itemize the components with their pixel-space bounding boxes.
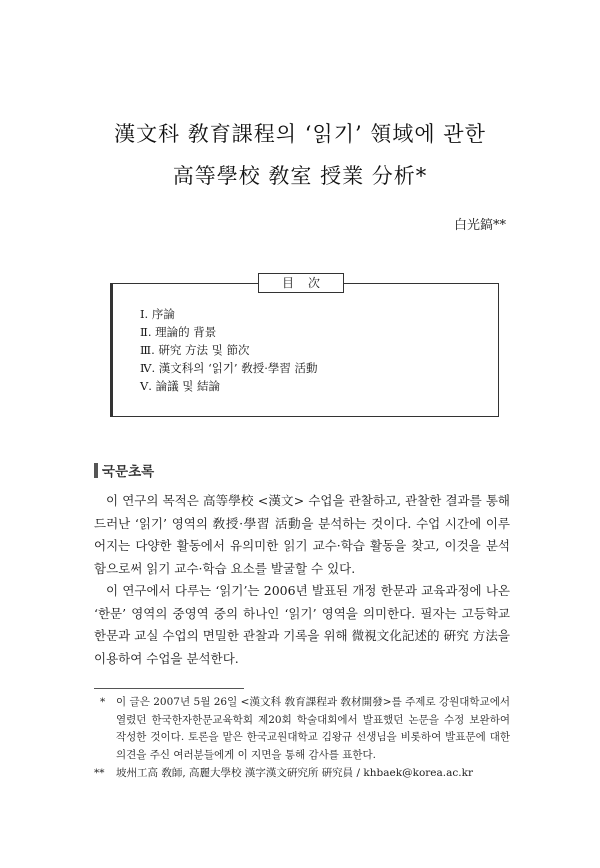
footnotes: [94, 694, 510, 783]
abstract-body: [94, 490, 510, 670]
footnote-1: [94, 694, 510, 764]
toc-item-background: Ⅱ. 理論的 背景: [140, 325, 217, 339]
paper-title-line-1: 漢文科 敎育課程의 ‘읽기’ 領域에 관한: [114, 122, 486, 146]
abstract-paragraph-1: 이 연구의 목적은 高等學校 <漢文> 수업을 관찰하고, 관찰한 결과를 통해 드러난 ‘읽기’ 영역의 敎授·學習 活動을 분석하는 것이다. 수업 시간에 이루어지는 다양한 활동에서 유의미한 읽기 교수·학습 활동을 찾고, 이것을 분석함으로써 읽기 교수·학습 요소를 발굴할 수 있다.: [94, 493, 510, 576]
toc-list: [140, 305, 318, 395]
footnote-2-mark: **: [94, 767, 105, 779]
abstract-paragraph-2: 이 연구에서 다루는 ‘읽기’는 2006년 발표된 개정 한문과 교육과정에 나온 ‘한문’ 영역의 중영역 중의 하나인 ‘읽기’ 영역을 의미한다. 필자는 고등학교 한문과 교실 수업의 면밀한 관찰과 기록을 위해 微視文化記述的 硏究 方法을 이용하여 수업을 분석한다.: [94, 583, 510, 666]
toc-item-method: Ⅲ. 硏究 方法 및 節次: [140, 343, 250, 357]
footnote-1-mark: *: [100, 696, 106, 708]
footnote-2-text: 坡州工高 敎師, 高麗大學校 漢字漢文硏究所 硏究員 / khbaek@korea.ac.kr: [116, 767, 473, 779]
author-name: 白光鎬**: [453, 218, 506, 233]
toc-label: 目次: [258, 273, 344, 293]
heading-bar-icon: [94, 463, 98, 478]
toc-item-conclusion: Ⅴ. 論議 및 結論: [140, 379, 221, 393]
abstract-heading-text: 국문초록: [102, 464, 155, 480]
footnote-2: [94, 765, 510, 783]
footnote-divider: [94, 688, 244, 689]
paper-title-line-2: 高等學校 敎室 授業 分析*: [172, 164, 428, 188]
footnote-1-text: 이 글은 2007년 5월 26일 <漢文科 敎育課程과 敎材開發>를 주제로 강원대학교에서 열렸던 한국한자한문교육학회 제20회 학술대회에서 발표했던 논문을 수정 보완하여 작성한 것이다. 토론을 맡은 한국교원대학교 김왕규 선생님을 비롯하여 발표문에 대한 의견을 주신 여러분들에게 이 지면을 통해 감사를 표한다.: [116, 696, 510, 761]
toc-item-activities: Ⅳ. 漢文科의 ‘읽기’ 敎授·學習 活動: [140, 361, 318, 375]
toc-item-introduction: Ⅰ. 序論: [140, 307, 175, 321]
abstract-heading: [94, 460, 154, 480]
